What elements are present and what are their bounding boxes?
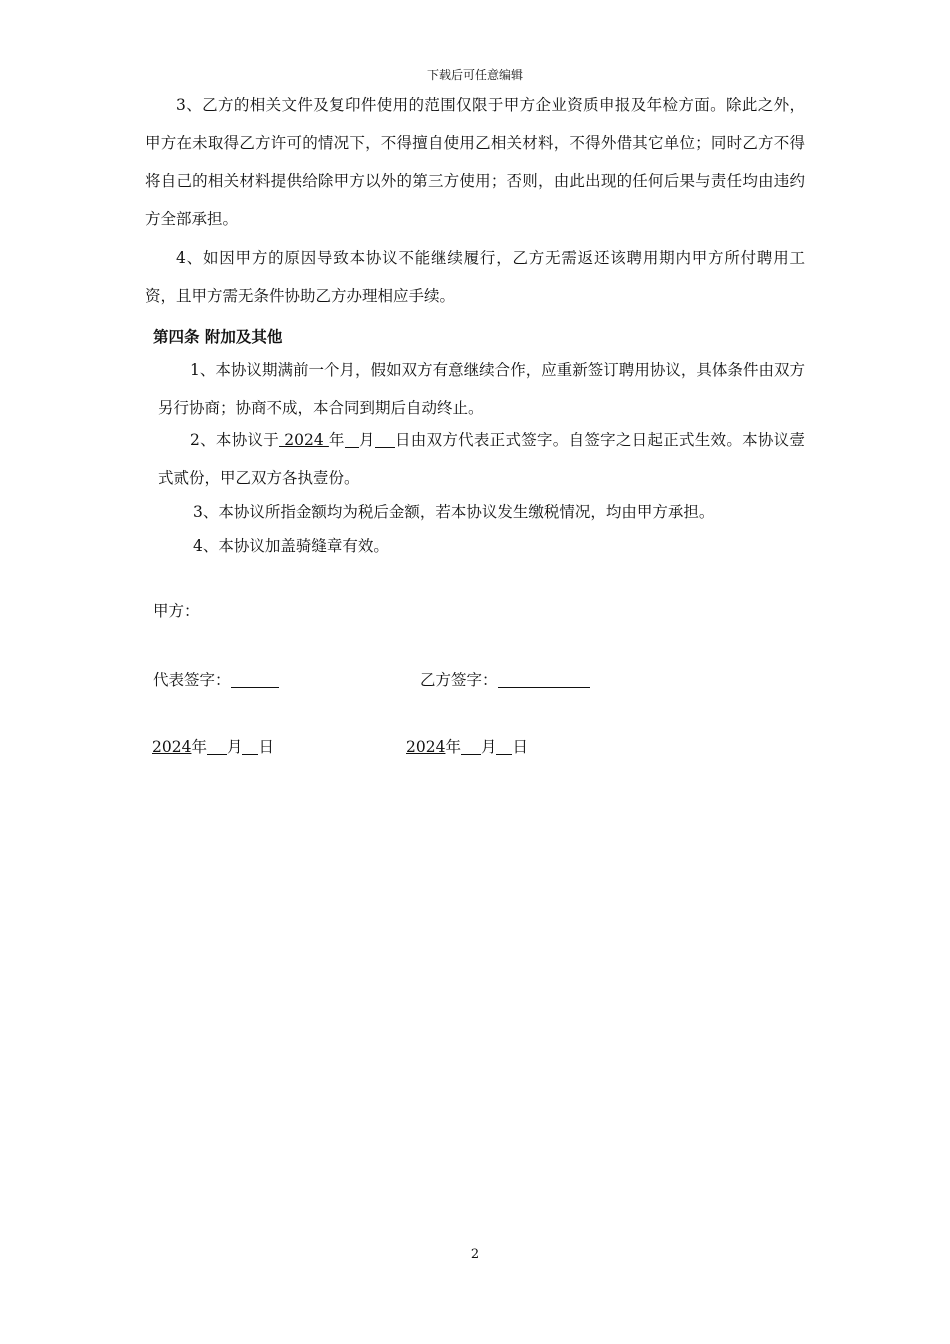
- item-2-year: 2024: [279, 431, 329, 449]
- rep-signature-label: 代表签字：: [153, 671, 231, 689]
- date-left-month-blank: [207, 736, 227, 755]
- party-b-signature-line: [498, 669, 590, 688]
- date-left: [152, 734, 274, 760]
- clause-3-paragraph: 3、乙方的相关文件及复印件使用的范围仅限于甲方企业资质申报及年检方面。除此之外，甲方在未取得乙方许可的情况下，不得擅自使用乙相关材料，不得外借其它单位；同时乙方不得将自己的相关材料提供给除甲方以外的第三方使用；否则，由此出现的任何后果与责任均由违约方全部承担。: [145, 96, 805, 228]
- clause-4-paragraph: 4、如因甲方的原因导致本协议不能继续履行，乙方无需返还该聘用期内甲方所付聘用工资，且甲方需无条件协助乙方办理相应手续。: [145, 249, 805, 305]
- date-right: [406, 734, 528, 760]
- section-4-item-3: 3、本协议所指金额均为税后金额，若本协议发生缴税情况，均由甲方承担。: [193, 503, 715, 521]
- section-4-item-1: 1、本协议期满前一个月，假如双方有意继续合作，应重新签订聘用协议，具体条件由双方另行协商；协商不成，本合同到期后自动终止。: [158, 361, 805, 417]
- month-blank: [345, 429, 359, 448]
- item-2-prefix: 2、本协议于: [190, 431, 280, 449]
- date-left-day-blank: [242, 736, 258, 755]
- representative-signature: [153, 667, 279, 693]
- date-right-year: 2024: [406, 738, 446, 756]
- item-2-year-suffix: 年: [328, 431, 345, 449]
- item-2-month-suffix: 月: [358, 431, 375, 449]
- page-header: 下载后可任意编辑: [426, 68, 523, 82]
- date-left-day-suffix: 日: [258, 738, 274, 756]
- date-left-month-suffix: 月: [226, 738, 243, 756]
- day-blank: [375, 429, 395, 448]
- section-4-item-4: 4、本协议加盖骑缝章有效。: [193, 537, 389, 555]
- item-2-rest: 日由双方代表正式签字。自签字之日起正式生效。本协议壹式贰份，甲乙双方各执壹份。: [158, 431, 805, 487]
- party-a-label: 甲方：: [153, 602, 200, 620]
- date-left-year-suffix: 年: [191, 738, 207, 756]
- date-right-month-suffix: 月: [480, 738, 497, 756]
- party-b-signature-label: 乙方签字：: [420, 671, 498, 689]
- date-left-year: 2024: [152, 738, 192, 756]
- party-b-signature: [420, 667, 590, 693]
- rep-signature-line: [231, 669, 279, 688]
- date-right-month-blank: [461, 736, 481, 755]
- date-right-day-suffix: 日: [512, 738, 528, 756]
- page-number: 2: [470, 1247, 480, 1262]
- section-4-item-2: [158, 421, 805, 497]
- date-right-year-suffix: 年: [445, 738, 461, 756]
- date-right-day-blank: [496, 736, 512, 755]
- section-4-heading: 第四条 附加及其他: [153, 328, 283, 346]
